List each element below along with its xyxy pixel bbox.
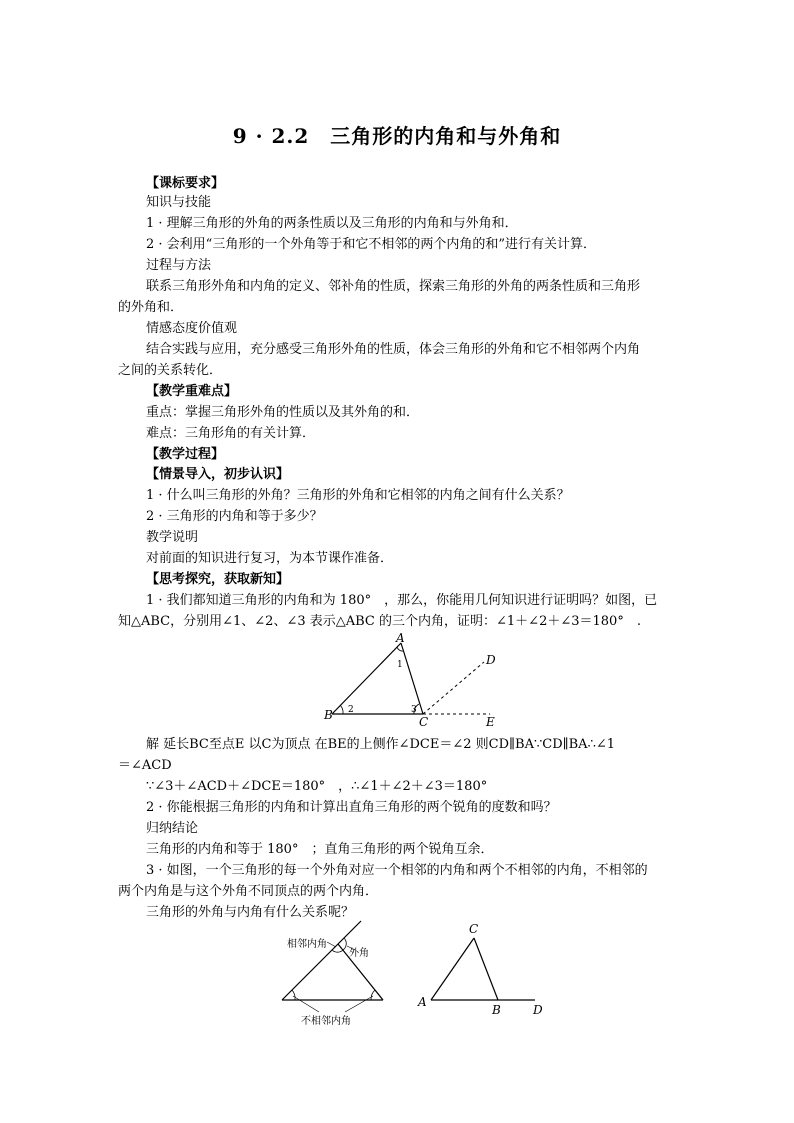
label-b: B (324, 708, 333, 722)
label-a-3: A (418, 995, 427, 1009)
angle-2-arc (340, 705, 343, 714)
side-ac-3 (431, 938, 474, 1000)
section-heading-process: 【教学过程】 (146, 447, 225, 462)
nonadjacent-pointer-right (345, 996, 373, 1012)
question-2: 2 · 三角形的内角和等于多少？ (146, 509, 323, 524)
question-1: 1 · 什么叫三角形的外角？三角形的外角和它相邻的内角之间有什么关系？ (146, 488, 570, 503)
process-text-line-1: 联系三角形外角和内角的定义、邻补角的性质，探索三角形的外角的两条性质和三角形 (146, 279, 641, 294)
section-heading-intro: 【情景导入，初步认识】 (146, 467, 290, 482)
attitude-text-line-1: 结合实践与应用，充分感受三角形外角的性质，体会三角形的外角和它不相邻两个内角 (146, 342, 641, 357)
page-title: 9 · 2.2 三角形的内角和与外角和 (232, 124, 562, 148)
side-cb-3 (474, 938, 498, 1000)
triangle-left-side (282, 944, 338, 1000)
conclusion-text: 三角形的内角和等于 180° ；直角三角形的两个锐角互余． (146, 842, 494, 857)
label-nonadjacent-angles: 不相邻内角 (301, 1016, 351, 1027)
label-angle-3: 3 (411, 705, 417, 715)
label-e: E (486, 715, 495, 729)
label-exterior-angle: 外角 (349, 948, 369, 959)
label-d-3: D (533, 1003, 543, 1017)
exterior-angle-figure (265, 920, 415, 1032)
label-b-3: B (492, 1003, 501, 1017)
problem-3-line-1: 3 · 如图，一个三角形的每一个外角对应一个相邻的内角和两个不相邻的内角，不相邻的 (146, 863, 648, 878)
subheading-conclusion: 归纳结论 (146, 821, 199, 836)
label-adjacent-angle: 相邻内角 (287, 939, 327, 950)
problem-3-question: 三角形的外角与内角有什么关系呢？ (146, 905, 355, 920)
adjacent-angle-arc (332, 950, 343, 952)
label-angle-2: 2 (348, 705, 354, 715)
side-ab (332, 643, 401, 714)
extended-side (338, 921, 361, 944)
problem-2: 2 · 你能根据三角形的内角和计算出直角三角形的两个锐角的度数和吗？ (146, 800, 557, 815)
knowledge-item-2: 2 · 会利用“三角形的一个外角等于和它不相邻的两个内角的和”进行有关计算． (146, 237, 596, 252)
ray-cd (423, 662, 484, 714)
attitude-text-line-2: 之间的关系转化． (118, 363, 223, 378)
nonadjacent-pointer-left (293, 996, 319, 1012)
problem-1-line-1: 1 · 我们都知道三角形的内角和为 180° ，那么，你能用几何知识进行证明吗？如图，已 (146, 593, 658, 608)
problem-3-line-2: 两个内角是与这个外角不同顶点的两个内角． (118, 884, 379, 899)
side-ac (401, 643, 423, 714)
exterior-angle-arc (343, 938, 346, 950)
difficult-point: 难点：三角形角的有关计算． (146, 426, 316, 441)
problem-1-line-2: 知△ABC，分别用∠1、∠2、∠3 表示△ABC 的三个内角，证明：∠1＋∠2＋∠3＝180° . (118, 614, 641, 629)
process-text-line-2: 的外角和． (118, 300, 184, 315)
solution-line-1: 解 延长BC至点E 以C为顶点 在BE的上侧作∠DCE＝∠2 则CD∥BA∵CD∥BA∴∠1 (146, 737, 616, 752)
teaching-note-text: 对前面的知识进行复习，为本节课作准备． (146, 551, 394, 566)
label-c-3: C (469, 922, 479, 936)
adjacent-pointer (327, 942, 336, 947)
label-c: C (419, 715, 429, 729)
subheading-process: 过程与方法 (146, 258, 212, 273)
knowledge-item-1: 1 · 理解三角形的外角的两条性质以及三角形的内角和与外角和． (146, 216, 518, 231)
triangle-abc-figure (300, 632, 520, 732)
triangle-abcd-figure (412, 918, 552, 1020)
section-heading-kebiao: 【课标要求】 (146, 176, 225, 191)
section-heading-explore: 【思考探究，获取新知】 (146, 572, 290, 587)
subheading-knowledge: 知识与技能 (146, 195, 212, 210)
nonadjacent-angle-right-arc (371, 990, 375, 1000)
label-a: A (396, 632, 405, 645)
subheading-teaching-note: 教学说明 (146, 530, 199, 545)
key-point: 重点：掌握三角形外角的性质以及其外角的和． (146, 405, 420, 420)
label-d: D (486, 653, 496, 667)
nonadjacent-angle-left-arc (292, 990, 295, 1000)
section-heading-keypoints: 【教学重难点】 (146, 384, 238, 399)
subheading-attitude: 情感态度价值观 (146, 321, 238, 336)
label-angle-1: 1 (397, 660, 403, 670)
solution-line-2: ＝∠ACD (118, 758, 172, 773)
solution-line-3: ∵∠3＋∠ACD＋∠DCE＝180° ，∴∠1＋∠2＋∠3＝180° (146, 779, 488, 794)
